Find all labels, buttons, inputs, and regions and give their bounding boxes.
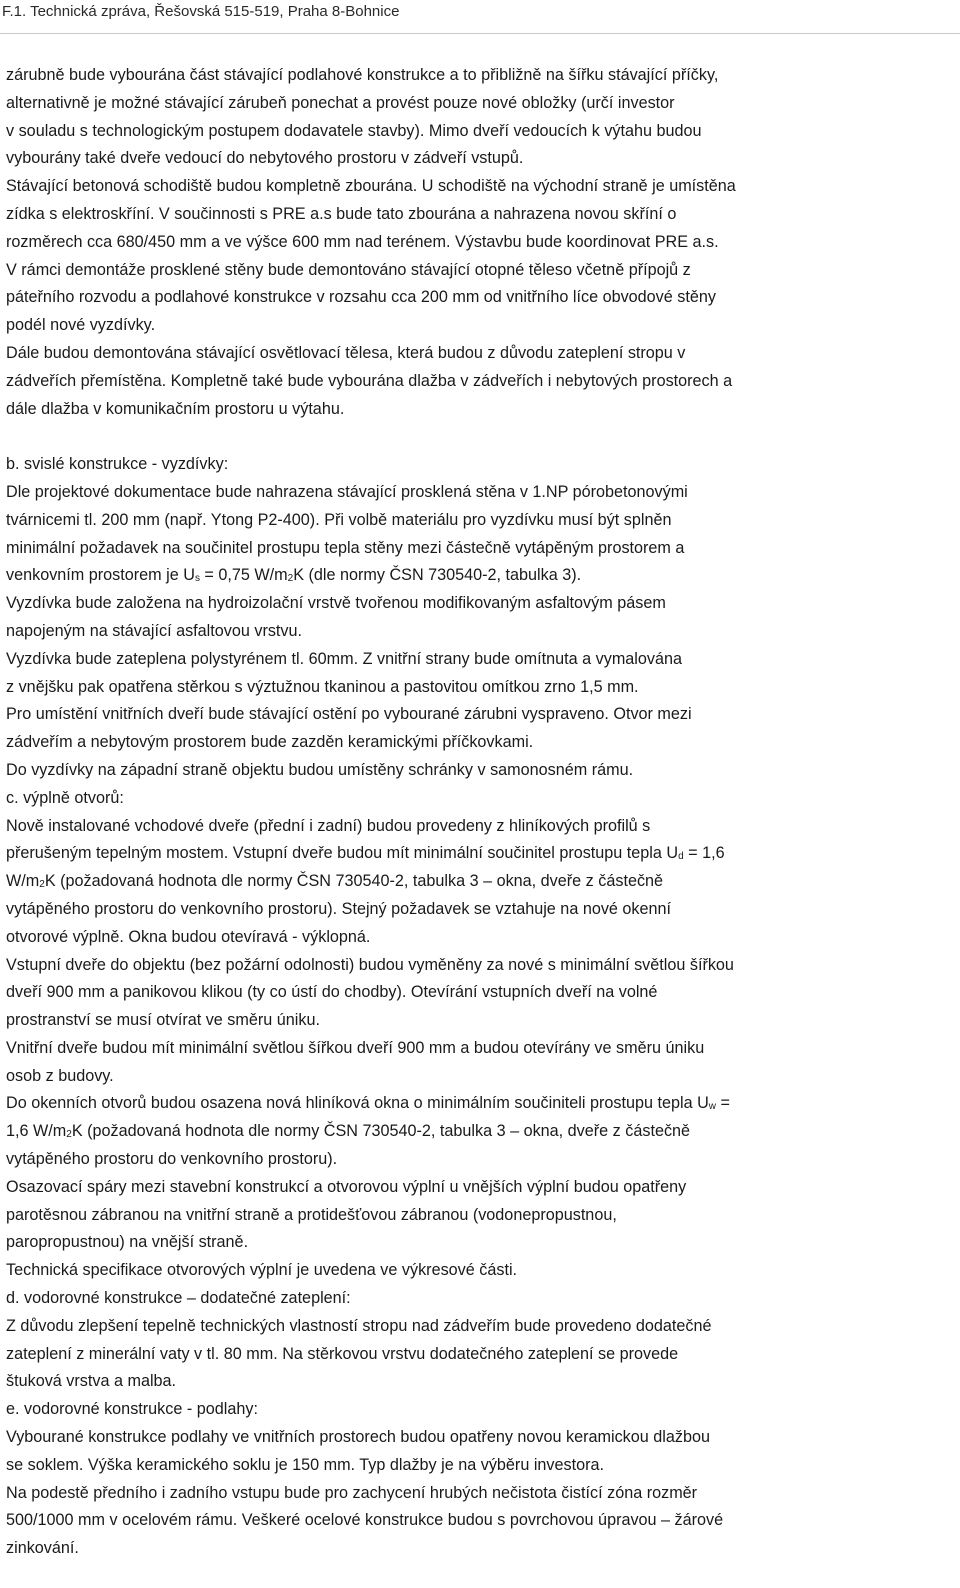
text-line: vytápěného prostoru do venkovního prostoru). [6, 1150, 338, 1169]
text-line: zádveřích přemístěna. Kompletně také bude vybourána dlažba v zádveřích i nebytových prostorech a [6, 371, 733, 390]
text-segment: K (požadovaná hodnota dle normy ČSN 730540-2, tabulka 3 – okna, dveře z částečně [44, 872, 664, 891]
text-line: V rámci demontáže prosklené stěny bude demontováno stávající otopné těleso včetně přípojů z [6, 260, 691, 279]
text-line: dále dlažba v komunikačním prostoru u výtahu. [6, 399, 345, 418]
text-line: podél nové vyzdívky. [6, 316, 156, 335]
text-line: Vyzdívka bude zateplena polystyrénem tl. 60mm. Z vnitřní strany bude omítnuta a vymalována [6, 649, 683, 668]
text-line: tvárnicemi tl. 200 mm (např. Ytong P2-400). Při volbě materiálu pro vyzdívku musí být splněn [6, 510, 672, 529]
text-line [6, 1118, 956, 1146]
subscript: s [194, 573, 200, 585]
text-line: parotěsnou zábranou na vnitřní straně a protidešťovou zábranou (vodonepropustnou, [6, 1205, 617, 1224]
text-line: paropropustnou) na vnější straně. [6, 1233, 249, 1252]
text-line: Vnitřní dveře budou mít minimální světlou šířkou dveří 900 mm a budou otevírány ve směru úniku [6, 1038, 705, 1057]
text-segment: = 0,75 W/m [199, 566, 288, 585]
text-segment: přerušeným tepelným mostem. Vstupní dveře budou mít minimální součinitel prostupu tepla U [6, 844, 679, 863]
text-segment: = 1,6 [683, 844, 725, 863]
text-line: Z důvodu zlepšení tepelně technických vlastností stropu nad zádveřím bude provedeno dodatečné [6, 1316, 712, 1335]
text-line: Osazovací spáry mezi stavební konstrukcí a otvorovou výplní u vnějších výplní budou opatřeny [6, 1177, 687, 1196]
text-segment: = [716, 1094, 730, 1113]
text-segment: 1,6 W/m [6, 1122, 67, 1141]
document-body [6, 62, 956, 1563]
text-line: v souladu s technologickým postupem dodavatele stavby). Mimo dveří vedoucích k výtahu budou [6, 121, 702, 140]
text-line: vybourány také dveře vedoucí do nebytového prostoru v zádveří vstupů. [6, 149, 524, 168]
text-segment: K (požadovaná hodnota dle normy ČSN 730540-2, tabulka 3 – okna, dveře z částečně [71, 1122, 691, 1141]
text-line: Na podestě předního i zadního vstupu bude pro zachycení hrubých nečistota čistící zóna rozměr [6, 1483, 698, 1502]
subscript: 2 [287, 573, 294, 585]
text-line: dveří 900 mm a panikovou klikou (ty co ústí do chodby). Otevírání vstupních dveří na volné [6, 983, 658, 1002]
text-line: b. svislé konstrukce - vyzdívky: [6, 455, 229, 474]
page-header [0, 0, 960, 34]
text-line: c. výplně otvorů: [6, 788, 124, 807]
text-line [6, 423, 956, 451]
text-segment: W/m [6, 872, 40, 891]
text-line: zinkování. [6, 1539, 79, 1558]
text-line: d. vodorovné konstrukce – dodatečné zateplení: [6, 1289, 351, 1308]
text-line: rozměrech cca 680/450 mm a ve výšce 600 mm nad terénem. Výstavbu bude koordinovat PRE a.s. [6, 232, 719, 251]
text-line: e. vodorovné konstrukce - podlahy: [6, 1400, 258, 1419]
text-segment: venkovním prostorem je U [6, 566, 195, 585]
text-line: alternativně je možné stávající zárubeň ponechat a provést pouze nové obložky (určí investor [6, 93, 675, 112]
text-segment: Do okenních otvorů budou osazena nová hliníková okna o minimálním součiniteli prostupu tepla U [6, 1094, 709, 1113]
text-line: zárubně bude vybourána část stávající podlahové konstrukce a to přibližně na šířku stávající příčky, [6, 66, 719, 84]
text-line: Vybourané konstrukce podlahy ve vnitřních prostorech budou opatřeny novou keramickou dlažbou [6, 1428, 710, 1447]
text-line: vytápěného prostoru do venkovního prostoru). Stejný požadavek se vztahuje na nové okenní [6, 899, 672, 918]
text-line [6, 868, 956, 896]
text-line: štuková vrstva a malba. [6, 1372, 177, 1391]
text-line: zádveřím a nebytovým prostorem bude zazděn keramickými příčkovkami. [6, 733, 534, 752]
text-line: otvorové výplně. Okna budou otevíravá - výklopná. [6, 927, 371, 946]
text-line: Technická specifikace otvorových výplní je uvedena ve výkresové části. [6, 1261, 518, 1280]
text-line: Nově instalované vchodové dveře (přední i zadní) budou provedeny z hliníkových profilů s [6, 816, 651, 835]
text-line: Pro umístění vnitřních dveří bude stávající ostění po vybourané zárubni vyspraveno. Otvor mezi [6, 705, 692, 724]
subscript: d [678, 851, 684, 863]
text-line: Vstupní dveře do objektu (bez požární odolnosti) budou vyměněny za nové s minimální světlou šířkou [6, 955, 734, 974]
subscript: 2 [39, 879, 45, 891]
text-line: se soklem. Výška keramického soklu je 150 mm. Typ dlažby je na výběru investora. [6, 1455, 605, 1474]
text-line: z vnějšku pak opatřena stěrkou s výztužnou tkaninou a pastovitou omítkou zrno 1,5 mm. [6, 677, 639, 696]
text-line [6, 1090, 956, 1118]
text-line: Dle projektové dokumentace bude nahrazena stávající prosklená stěna v 1.NP pórobetonovými [6, 482, 688, 501]
text-line: Dále budou demontována stávající osvětlovací tělesa, která budou z důvodu zateplení stropu v [6, 343, 686, 362]
subscript: 2 [66, 1129, 72, 1141]
text-line: Do vyzdívky na západní straně objektu budou umístěny schránky v samonosném rámu. [6, 760, 634, 779]
subscript: w [708, 1101, 717, 1113]
text-line: páteřního rozvodu a podlahové konstrukce v rozsahu cca 200 mm od vnitřního líce obvodové stěny [6, 288, 716, 307]
text-line: zateplení z minerální vaty v tl. 80 mm. Na stěrkovou vrstvu dodatečného zateplení se provede [6, 1344, 679, 1363]
text-line [6, 562, 956, 590]
text-line: napojeným na stávající asfaltovou vrstvu. [6, 621, 303, 640]
text-line [6, 840, 956, 868]
text-line: prostranství se musí otvírat ve směru úniku. [6, 1011, 320, 1030]
text-line: 500/1000 mm v ocelovém rámu. Veškeré ocelové konstrukce budou s povrchovou úpravou – žárové [6, 1511, 724, 1530]
text-line: zídka s elektroskříní. V součinnosti s PRE a.s bude tato zbourána a nahrazena novou skříní o [6, 204, 677, 223]
text-line: minimální požadavek na součinitel prostupu tepla stěny mezi částečně vytápěným prostorem a [6, 538, 685, 557]
text-line: Stávající betonová schodiště budou kompletně zbourána. U schodiště na východní straně je umístěna [6, 177, 736, 196]
text-line: osob z budovy. [6, 1066, 114, 1085]
text-line: Vyzdívka bude založena na hydroizolační vrstvě tvořenou modifikovaným asfaltovým pásem [6, 594, 666, 613]
document-title: F.1. Technická zpráva, Řešovská 515-519, Praha 8-Bohnice [2, 3, 400, 20]
text-segment: K (dle normy ČSN 730540-2, tabulka 3). [293, 566, 582, 585]
